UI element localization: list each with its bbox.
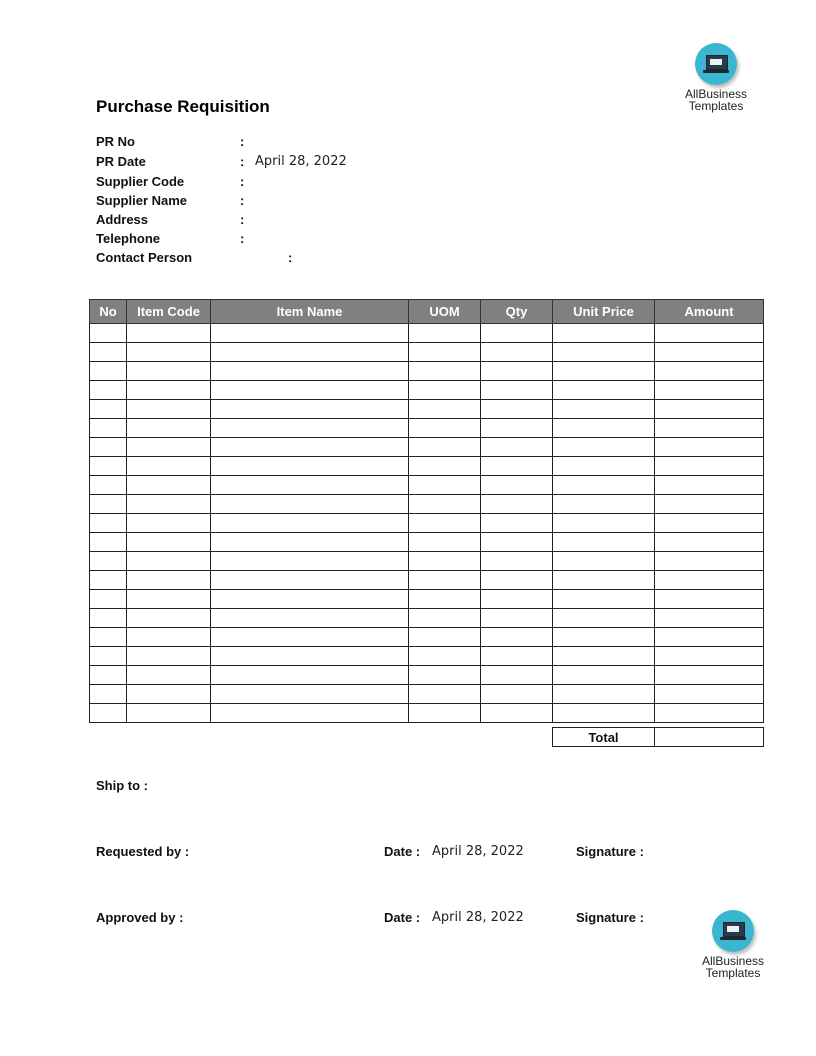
- table-cell[interactable]: [553, 419, 655, 438]
- field-label-pr-date: PR Date: [96, 154, 146, 169]
- field-colon: :: [240, 212, 245, 227]
- table-cell[interactable]: [409, 438, 481, 457]
- table-cell[interactable]: [655, 685, 764, 704]
- table-cell[interactable]: [553, 400, 655, 419]
- table-cell[interactable]: [409, 590, 481, 609]
- table-cell[interactable]: [127, 324, 211, 343]
- table-row: [90, 685, 764, 704]
- table-cell[interactable]: [481, 457, 553, 476]
- logo-top: [671, 43, 761, 112]
- table-cell[interactable]: [211, 647, 409, 666]
- table-cell[interactable]: [553, 324, 655, 343]
- table-cell[interactable]: [655, 552, 764, 571]
- table-cell[interactable]: [655, 343, 764, 362]
- requested-signature-label: Signature :: [576, 844, 644, 859]
- table-cell[interactable]: [655, 533, 764, 552]
- table-cell[interactable]: [553, 343, 655, 362]
- table-cell[interactable]: [481, 685, 553, 704]
- table-cell[interactable]: [127, 381, 211, 400]
- laptop-icon: [695, 43, 737, 85]
- table-cell[interactable]: [655, 381, 764, 400]
- table-cell[interactable]: [409, 362, 481, 381]
- table-cell[interactable]: [211, 571, 409, 590]
- table-cell[interactable]: [127, 438, 211, 457]
- logo-text-line1: AllBusiness: [684, 87, 748, 101]
- table-cell[interactable]: [655, 362, 764, 381]
- table-cell[interactable]: [211, 533, 409, 552]
- table-row: [90, 609, 764, 628]
- table-cell[interactable]: [481, 533, 553, 552]
- field-label-contact-person: Contact Person: [96, 250, 193, 265]
- table-cell[interactable]: [481, 381, 553, 400]
- table-cell[interactable]: [90, 362, 127, 381]
- table-cell[interactable]: [127, 704, 211, 723]
- table-cell[interactable]: [211, 381, 409, 400]
- total-value[interactable]: [655, 728, 764, 747]
- table-cell[interactable]: [409, 476, 481, 495]
- laptop-icon: [712, 910, 754, 952]
- table-cell[interactable]: [90, 647, 127, 666]
- table-cell[interactable]: [90, 704, 127, 723]
- table-cell[interactable]: [481, 571, 553, 590]
- table-cell[interactable]: [90, 438, 127, 457]
- field-label-pr-no: PR No: [96, 134, 135, 149]
- table-cell[interactable]: [127, 343, 211, 362]
- table-cell[interactable]: [409, 514, 481, 533]
- table-cell[interactable]: [211, 609, 409, 628]
- table-row: [90, 381, 764, 400]
- column-header-qty: Qty: [481, 300, 553, 324]
- table-cell[interactable]: [211, 514, 409, 533]
- items-table: [89, 299, 764, 723]
- table-cell[interactable]: [90, 419, 127, 438]
- table-cell[interactable]: [655, 647, 764, 666]
- table-cell[interactable]: [553, 514, 655, 533]
- page-title: Purchase Requisition: [96, 97, 270, 116]
- table-cell[interactable]: [211, 343, 409, 362]
- table-cell[interactable]: [211, 400, 409, 419]
- table-cell[interactable]: [553, 571, 655, 590]
- table-row: [90, 495, 764, 514]
- table-cell[interactable]: [553, 495, 655, 514]
- table-row: [90, 438, 764, 457]
- table-cell[interactable]: [481, 324, 553, 343]
- table-cell[interactable]: [655, 609, 764, 628]
- column-header-unit-price: Unit Price: [553, 300, 655, 324]
- table-cell[interactable]: [127, 495, 211, 514]
- total-label: Total: [553, 728, 655, 747]
- table-cell[interactable]: [211, 495, 409, 514]
- approved-signature-label: Signature :: [576, 910, 644, 925]
- table-cell[interactable]: [409, 495, 481, 514]
- logo-bottom: [688, 910, 778, 979]
- table-cell[interactable]: [409, 533, 481, 552]
- table-cell[interactable]: [655, 457, 764, 476]
- table-cell[interactable]: [481, 362, 553, 381]
- column-header-amount: Amount: [655, 300, 764, 324]
- requested-by-label: Requested by :: [96, 844, 190, 859]
- table-cell[interactable]: [655, 514, 764, 533]
- table-cell[interactable]: [553, 552, 655, 571]
- table-row: [90, 343, 764, 362]
- table-cell[interactable]: [409, 571, 481, 590]
- requested-date-value[interactable]: April 28, 2022: [432, 844, 524, 859]
- table-cell[interactable]: [655, 419, 764, 438]
- table-cell[interactable]: [553, 476, 655, 495]
- table-row: [90, 419, 764, 438]
- table-cell[interactable]: [481, 343, 553, 362]
- table-cell[interactable]: [211, 438, 409, 457]
- table-row: [90, 628, 764, 647]
- table-row: [90, 704, 764, 723]
- field-colon: :: [240, 193, 245, 208]
- field-colon: :: [240, 231, 245, 246]
- table-row: [90, 552, 764, 571]
- field-label-telephone: Telephone: [96, 231, 161, 246]
- field-colon: :: [240, 134, 245, 149]
- field-value-pr-date[interactable]: April 28, 2022: [255, 154, 347, 169]
- table-row: [90, 476, 764, 495]
- column-header-uom: UOM: [409, 300, 481, 324]
- table-cell[interactable]: [409, 704, 481, 723]
- table-cell[interactable]: [127, 647, 211, 666]
- approved-date-label: Date :: [384, 910, 421, 925]
- table-row: [90, 666, 764, 685]
- table-row: [90, 324, 764, 343]
- table-cell[interactable]: [90, 533, 127, 552]
- table-cell[interactable]: [409, 457, 481, 476]
- table-cell[interactable]: [553, 704, 655, 723]
- table-cell[interactable]: [127, 476, 211, 495]
- table-cell[interactable]: [553, 381, 655, 400]
- table-cell[interactable]: [553, 628, 655, 647]
- column-header-item-name: Item Name: [211, 300, 409, 324]
- table-cell[interactable]: [90, 343, 127, 362]
- table-cell[interactable]: [409, 419, 481, 438]
- logo-text-line1: AllBusiness: [701, 954, 765, 968]
- table-cell[interactable]: [90, 628, 127, 647]
- table-cell[interactable]: [655, 590, 764, 609]
- table-cell[interactable]: [655, 666, 764, 685]
- table-cell[interactable]: [409, 628, 481, 647]
- table-cell[interactable]: [553, 438, 655, 457]
- table-cell[interactable]: [211, 419, 409, 438]
- table-cell[interactable]: [90, 495, 127, 514]
- table-cell[interactable]: [409, 609, 481, 628]
- field-label-supplier-code: Supplier Code: [96, 174, 185, 189]
- table-cell[interactable]: [481, 647, 553, 666]
- table-cell[interactable]: [211, 590, 409, 609]
- table-cell[interactable]: [655, 324, 764, 343]
- table-cell[interactable]: [481, 609, 553, 628]
- logo-text-line2: Templates: [705, 966, 761, 980]
- table-cell[interactable]: [481, 419, 553, 438]
- table-row: [90, 571, 764, 590]
- table-cell[interactable]: [90, 685, 127, 704]
- table-cell[interactable]: [481, 628, 553, 647]
- table-cell[interactable]: [553, 647, 655, 666]
- field-label-supplier-name: Supplier Name: [96, 193, 188, 208]
- table-cell[interactable]: [409, 685, 481, 704]
- table-cell[interactable]: [655, 704, 764, 723]
- table-cell[interactable]: [127, 362, 211, 381]
- table-cell[interactable]: [211, 457, 409, 476]
- table-cell[interactable]: [211, 552, 409, 571]
- approved-date-value[interactable]: April 28, 2022: [432, 910, 524, 925]
- table-cell[interactable]: [409, 552, 481, 571]
- table-cell[interactable]: [553, 457, 655, 476]
- table-row: [90, 457, 764, 476]
- table-cell[interactable]: [127, 571, 211, 590]
- table-row: [90, 590, 764, 609]
- table-cell[interactable]: [211, 628, 409, 647]
- table-row: [90, 647, 764, 666]
- table-row: [90, 362, 764, 381]
- field-colon: :: [288, 250, 293, 265]
- table-row: [90, 400, 764, 419]
- table-cell[interactable]: [211, 324, 409, 343]
- table-cell[interactable]: [409, 343, 481, 362]
- column-header-item-code: Item Code: [127, 300, 211, 324]
- total-table: [552, 727, 764, 747]
- table-cell[interactable]: [90, 400, 127, 419]
- table-header-row: [90, 300, 764, 324]
- table-cell[interactable]: [655, 400, 764, 419]
- table-cell[interactable]: [90, 381, 127, 400]
- field-colon: :: [240, 174, 245, 189]
- table-cell[interactable]: [127, 400, 211, 419]
- table-cell[interactable]: [127, 590, 211, 609]
- table-row: [90, 514, 764, 533]
- approved-by-label: Approved by :: [96, 910, 184, 925]
- ship-to-label: Ship to :: [96, 778, 148, 793]
- table-cell[interactable]: [127, 685, 211, 704]
- table-cell[interactable]: [655, 628, 764, 647]
- table-cell[interactable]: [655, 438, 764, 457]
- table-cell[interactable]: [127, 514, 211, 533]
- logo-text-line2: Templates: [688, 99, 744, 113]
- table-cell[interactable]: [127, 457, 211, 476]
- table-cell[interactable]: [127, 628, 211, 647]
- table-cell[interactable]: [90, 476, 127, 495]
- table-cell[interactable]: [553, 609, 655, 628]
- table-cell[interactable]: [127, 666, 211, 685]
- table-cell[interactable]: [481, 666, 553, 685]
- table-cell[interactable]: [90, 666, 127, 685]
- table-cell[interactable]: [90, 552, 127, 571]
- table-cell[interactable]: [127, 419, 211, 438]
- table-cell[interactable]: [90, 514, 127, 533]
- table-cell[interactable]: [553, 666, 655, 685]
- table-cell[interactable]: [127, 552, 211, 571]
- table-cell[interactable]: [90, 571, 127, 590]
- table-cell[interactable]: [211, 666, 409, 685]
- table-cell[interactable]: [481, 590, 553, 609]
- table-cell[interactable]: [409, 647, 481, 666]
- table-cell[interactable]: [481, 400, 553, 419]
- table-cell[interactable]: [127, 609, 211, 628]
- table-cell[interactable]: [409, 324, 481, 343]
- requested-date-label: Date :: [384, 844, 421, 859]
- table-cell[interactable]: [409, 400, 481, 419]
- table-cell[interactable]: [90, 590, 127, 609]
- table-cell[interactable]: [481, 476, 553, 495]
- table-row: [90, 533, 764, 552]
- table-cell[interactable]: [127, 533, 211, 552]
- table-cell[interactable]: [409, 381, 481, 400]
- table-cell[interactable]: [481, 495, 553, 514]
- table-cell[interactable]: [553, 362, 655, 381]
- table-cell[interactable]: [553, 685, 655, 704]
- table-cell[interactable]: [211, 704, 409, 723]
- table-cell[interactable]: [655, 476, 764, 495]
- table-cell[interactable]: [655, 571, 764, 590]
- table-cell[interactable]: [90, 457, 127, 476]
- table-cell[interactable]: [90, 324, 127, 343]
- table-cell[interactable]: [655, 495, 764, 514]
- field-label-address: Address: [96, 212, 149, 227]
- table-cell[interactable]: [481, 552, 553, 571]
- table-cell[interactable]: [211, 685, 409, 704]
- table-cell[interactable]: [211, 476, 409, 495]
- table-cell[interactable]: [90, 609, 127, 628]
- table-cell[interactable]: [553, 590, 655, 609]
- table-cell[interactable]: [481, 514, 553, 533]
- field-colon: :: [240, 154, 245, 169]
- table-cell[interactable]: [553, 533, 655, 552]
- table-cell[interactable]: [481, 438, 553, 457]
- table-cell[interactable]: [409, 666, 481, 685]
- table-cell[interactable]: [211, 362, 409, 381]
- column-header-no: No: [90, 300, 127, 324]
- table-cell[interactable]: [481, 704, 553, 723]
